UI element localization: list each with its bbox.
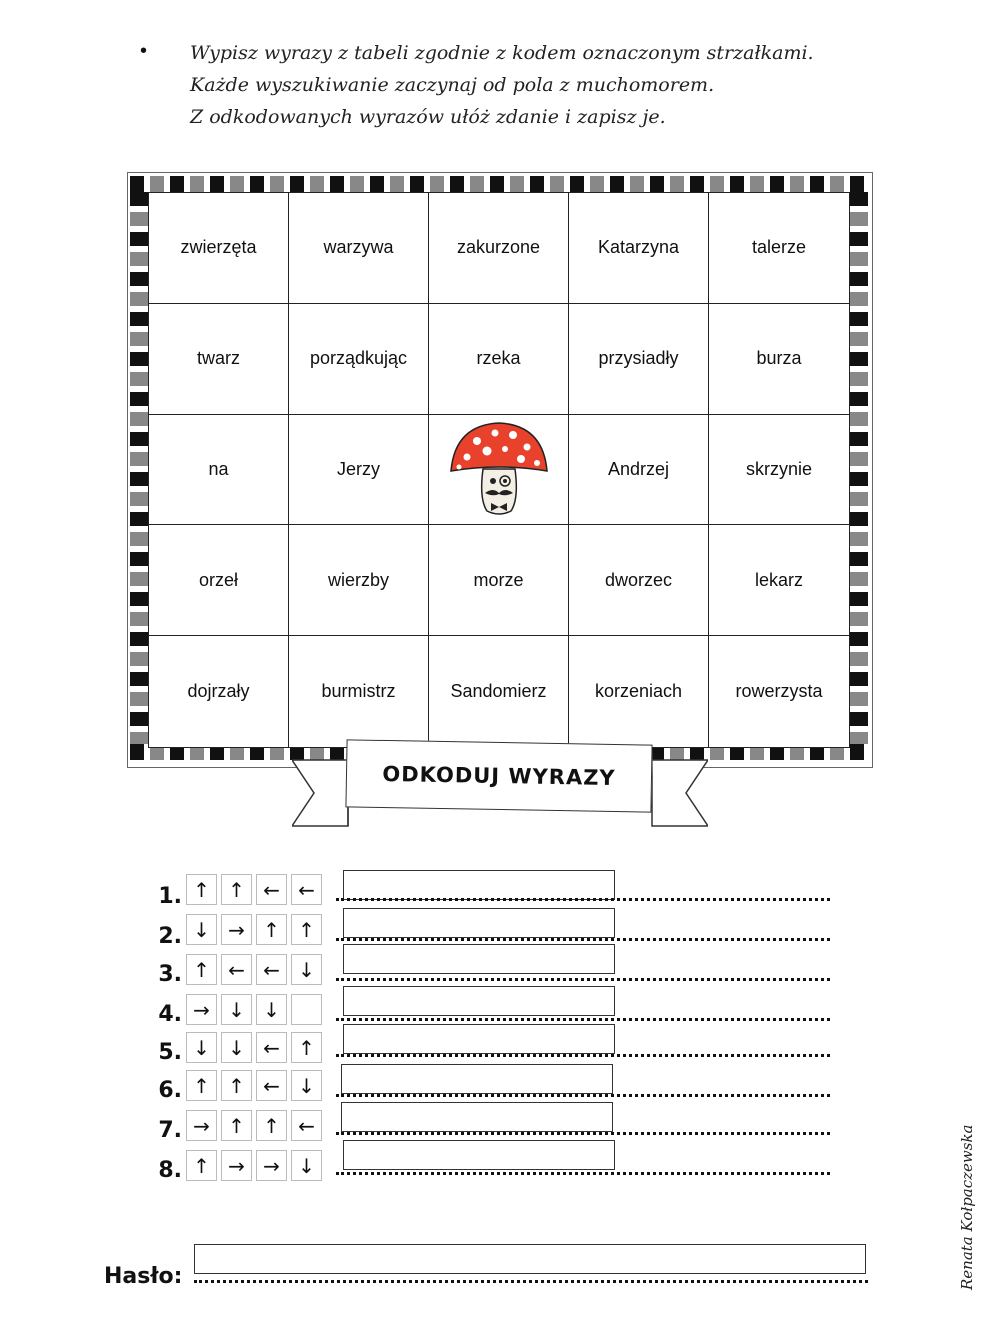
grid-cell: morze [429, 525, 569, 636]
arrow-cell: ↓ [256, 994, 287, 1025]
haslo-input[interactable] [194, 1244, 866, 1274]
arrow-cell: ↓ [291, 1070, 322, 1101]
answer-dotted-line [336, 1172, 830, 1175]
answer-dotted-line [336, 1094, 830, 1097]
answer-input-3[interactable] [343, 944, 615, 974]
row-number: 6. [158, 1078, 182, 1103]
grid-cell: orzeł [149, 525, 289, 636]
answer-input-5[interactable] [343, 1024, 615, 1054]
answer-input-6[interactable] [341, 1064, 613, 1094]
grid-cell: przysiadły [569, 304, 709, 415]
grid-cell: skrzynie [709, 415, 849, 526]
grid-cell: Andrzej [569, 415, 709, 526]
author-signature: Renata Kołpaczewska [958, 1124, 976, 1290]
arrow-cell: ↑ [256, 1110, 287, 1141]
arrow-cell: ← [256, 1070, 287, 1101]
arrow-cell: → [221, 1150, 252, 1181]
grid-cell: warzywa [289, 193, 429, 304]
grid-cell: rzeka [429, 304, 569, 415]
row-number: 7. [158, 1118, 182, 1143]
word-grid [148, 192, 850, 748]
answer-input-2[interactable] [343, 908, 615, 938]
arrow-cell: ↑ [186, 1150, 217, 1181]
grid-cell: porządkując [289, 304, 429, 415]
arrow-cell: → [186, 994, 217, 1025]
row-number: 1. [158, 884, 182, 909]
answer-input-8[interactable] [343, 1140, 615, 1170]
arrow-cell [291, 994, 322, 1025]
answer-input-1[interactable] [343, 870, 615, 900]
grid-cell: rowerzysta [735, 681, 823, 702]
answer-dotted-line [336, 978, 830, 981]
arrow-cell: ↓ [291, 954, 322, 985]
arrow-cell: ← [256, 1032, 287, 1063]
grid-cell: burmistrz [289, 636, 429, 747]
answer-dotted-line [336, 938, 830, 941]
grid-cell: dojrzały [149, 636, 289, 747]
grid-cell: Jerzy [289, 415, 429, 526]
arrow-cell: ↓ [186, 914, 217, 945]
instruction-line-3: Z odkodowanych wyrazów ułóż zdanie i zapisz je. [190, 106, 666, 128]
arrow-cell: ↑ [291, 1032, 322, 1063]
ribbon-right-tail [648, 758, 708, 828]
answer-dotted-line [336, 1054, 830, 1057]
grid-cell: Sandomierz [429, 636, 569, 747]
answer-dotted-line [336, 1018, 830, 1021]
grid-cell: twarz [149, 304, 289, 415]
arrow-cell: ← [291, 874, 322, 905]
arrow-cell: ↓ [186, 1032, 217, 1063]
row-number: 4. [158, 1002, 182, 1027]
answer-input-4[interactable] [343, 986, 615, 1016]
row-number: 2. [158, 924, 182, 949]
arrow-cell: ↑ [291, 914, 322, 945]
bullet: • [140, 40, 148, 62]
arrow-cell: ↑ [186, 954, 217, 985]
arrow-cell: ↑ [221, 1110, 252, 1141]
answer-dotted-line [336, 1132, 830, 1135]
arrow-cell: ← [221, 954, 252, 985]
arrow-cell: ↓ [221, 994, 252, 1025]
grid-cell: wierzby [289, 525, 429, 636]
arrow-cell: → [186, 1110, 217, 1141]
answer-dotted-line [336, 898, 830, 901]
arrow-cell: ↑ [186, 1070, 217, 1101]
arrow-cell: ↑ [256, 914, 287, 945]
toadstool-mushroom-icon [447, 419, 551, 519]
arrow-cell: ↑ [221, 874, 252, 905]
grid-cell: zakurzone [429, 193, 569, 304]
ribbon-left-tail [292, 758, 352, 828]
arrow-cell: ↓ [291, 1150, 322, 1181]
row-number: 8. [158, 1158, 182, 1183]
grid-cell: dworzec [569, 525, 709, 636]
grid-cell-center [429, 415, 569, 526]
arrow-cell: ↑ [221, 1070, 252, 1101]
arrow-cell: ↓ [221, 1032, 252, 1063]
arrow-cell: ← [256, 874, 287, 905]
answer-input-7[interactable] [341, 1102, 613, 1132]
arrow-cell: ← [291, 1110, 322, 1141]
grid-cell: burza [709, 304, 849, 415]
instruction-line-2: Każde wyszukiwanie zaczynaj od pola z muchomorem. [190, 74, 715, 96]
grid-cell: na [149, 415, 289, 526]
row-number: 5. [158, 1040, 182, 1065]
arrow-cell: ← [256, 954, 287, 985]
grid-cell: Katarzyna [569, 193, 709, 304]
instruction-line-1: Wypisz wyrazy z tabeli zgodnie z kodem oznaczonym strzałkami. [190, 42, 814, 64]
row-number: 3. [158, 962, 182, 987]
arrow-cell: → [256, 1150, 287, 1181]
grid-cell: korzeniach [569, 636, 709, 747]
grid-cell: lekarz [709, 525, 849, 636]
banner-title: ODKODUJ WYRAZY [345, 739, 652, 812]
haslo-dotted-line [194, 1280, 868, 1283]
grid-cell: zwierzęta [149, 193, 289, 304]
grid-cell: talerze [709, 193, 849, 304]
arrow-cell: ↑ [186, 874, 217, 905]
haslo-label: Hasło: [104, 1264, 183, 1289]
arrow-cell: → [221, 914, 252, 945]
